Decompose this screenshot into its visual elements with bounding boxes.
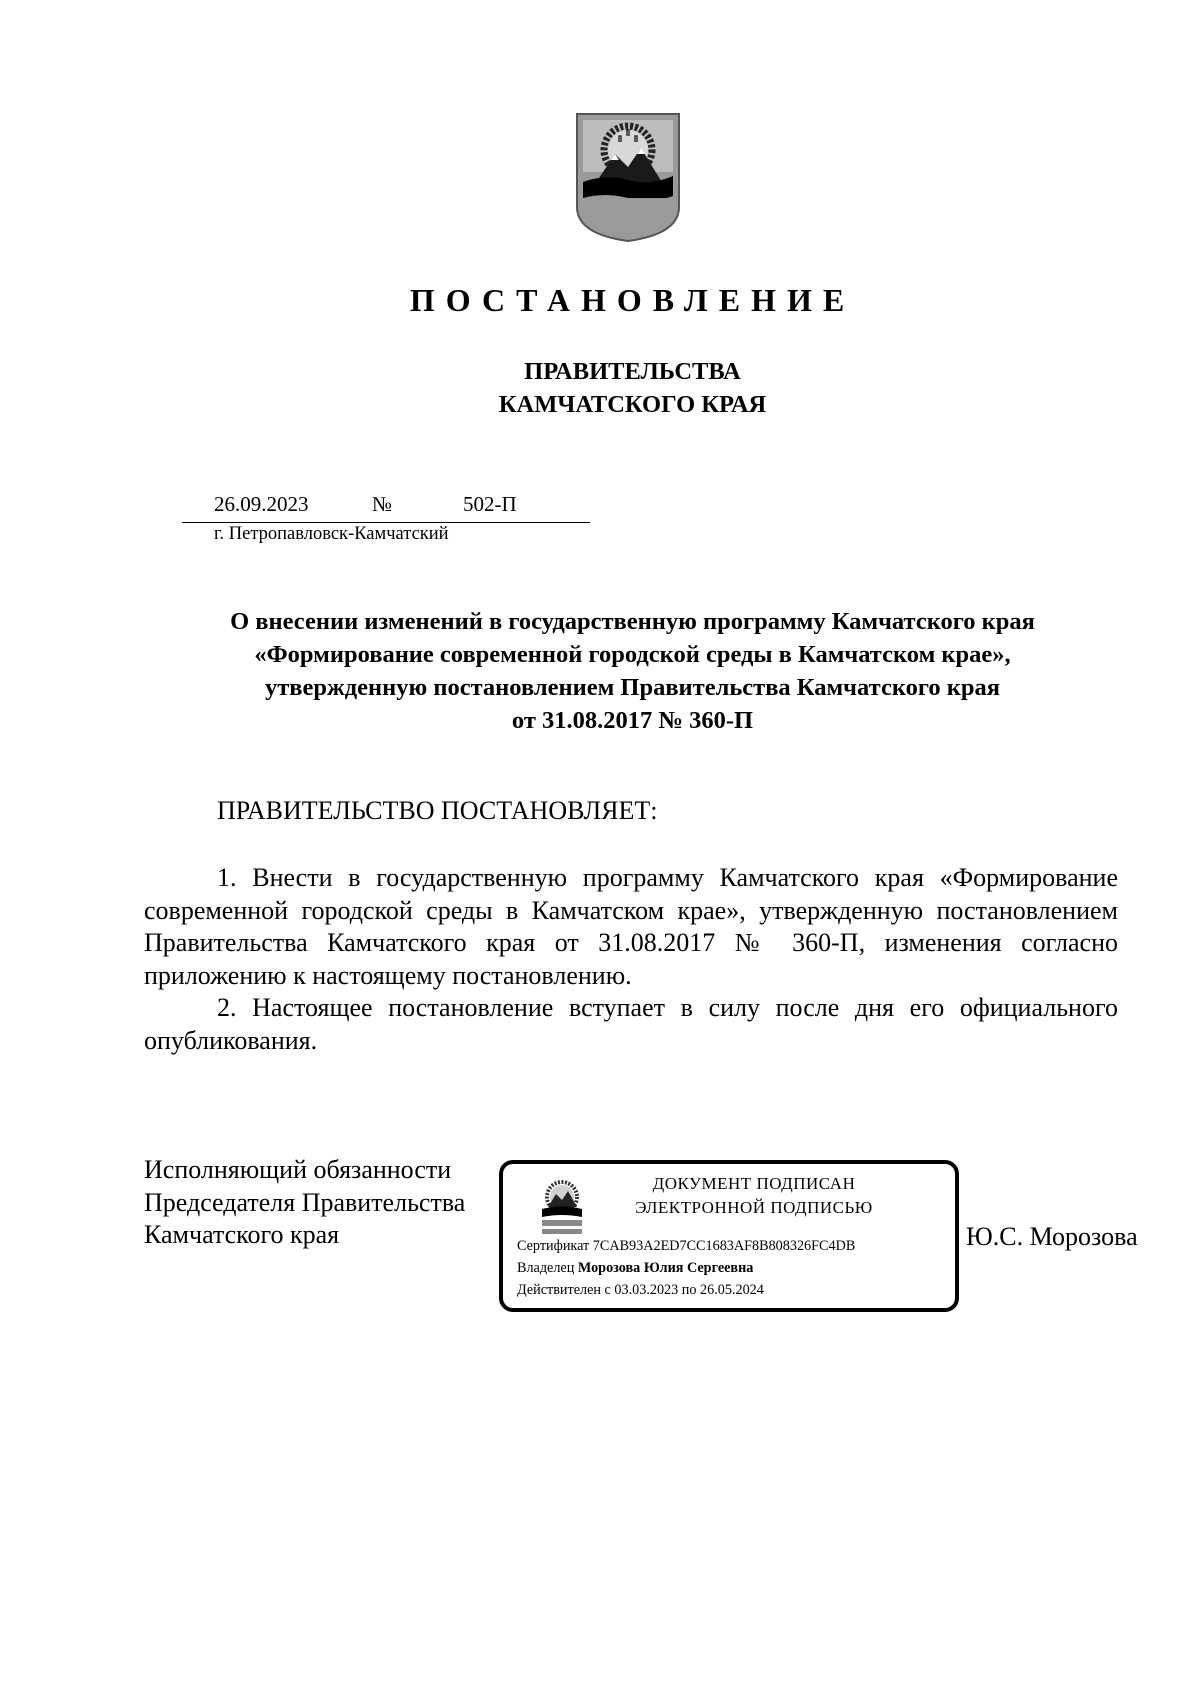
signatory-position-line: Камчатского края [144,1220,340,1249]
certificate-value: 7CAB93A2ED7CC1683AF8B808326FC4DB [592,1238,856,1254]
signatory-position [144,1154,465,1252]
document-date: 26.09.2023 [214,492,309,516]
valid-to: 26.05.2024 [700,1282,764,1298]
subject-line: «Формирование современной городской среды в Камчатском крае», [254,641,1011,668]
owner-label: Владелец [517,1260,575,1276]
validity-row [517,1282,764,1299]
subject-line: утвержденную постановлением Правительства Камчатского края [264,674,1000,701]
signatory-name: Ю.С. Морозова [966,1222,1138,1251]
paragraph-1: 1. Внести в государственную программу Камчатского края «Формирование современной городской среды в Камчатском крае», утвержденную постановлением Правительства Камчатского края от 31.08.2017 № 360-П, изменения согласно приложению к настоящему постановлению. [144,863,1118,990]
document-body [144,862,1118,1057]
valid-from: 03.03.2023 [614,1282,679,1298]
document-title: ПОСТАНОВЛЕНИЕ [409,282,856,318]
authority-line-1: ПРАВИТЕЛЬСТВА [524,358,741,385]
document-number: 502-П [463,492,517,516]
document-subject [150,605,1115,737]
subject-line: О внесении изменений в государственную программу Камчатского края [230,608,1035,635]
stamp-line-2: ЭЛЕКТРОННОЙ ПОДПИСЬЮ [635,1198,873,1217]
signatory-position-line: Председателя Правительства [144,1187,466,1217]
kamchatka-coat-of-arms-icon [575,112,681,243]
stamp-emblem-icon [539,1180,585,1238]
issuing-authority [0,355,1200,421]
signatory-position-line: Исполняющий обязанности [144,1155,452,1184]
subject-line: от 31.08.2017 № 360-П [511,707,754,734]
stamp-line-1: ДОКУМЕНТ ПОДПИСАН [652,1174,856,1193]
paragraph-2: 2. Настоящее постановление вступает в силу после дня его официального опубликования. [144,993,1118,1055]
certificate-label: Сертификат [517,1238,590,1254]
validity-label: Действителен с [517,1282,611,1298]
decree-phrase: ПРАВИТЕЛЬСТВО ПОСТАНОВЛЯЕТ: [217,796,658,825]
owner-row [517,1260,753,1277]
certificate-row [517,1238,855,1255]
number-sign: № [372,492,393,516]
document-city: г. Петропавловск-Камчатский [214,524,449,544]
authority-line-2: КАМЧАТСКОГО КРАЯ [498,391,767,418]
valid-to-label: по [681,1282,697,1298]
owner-value: Морозова Юлия Сергеевна [577,1260,754,1276]
